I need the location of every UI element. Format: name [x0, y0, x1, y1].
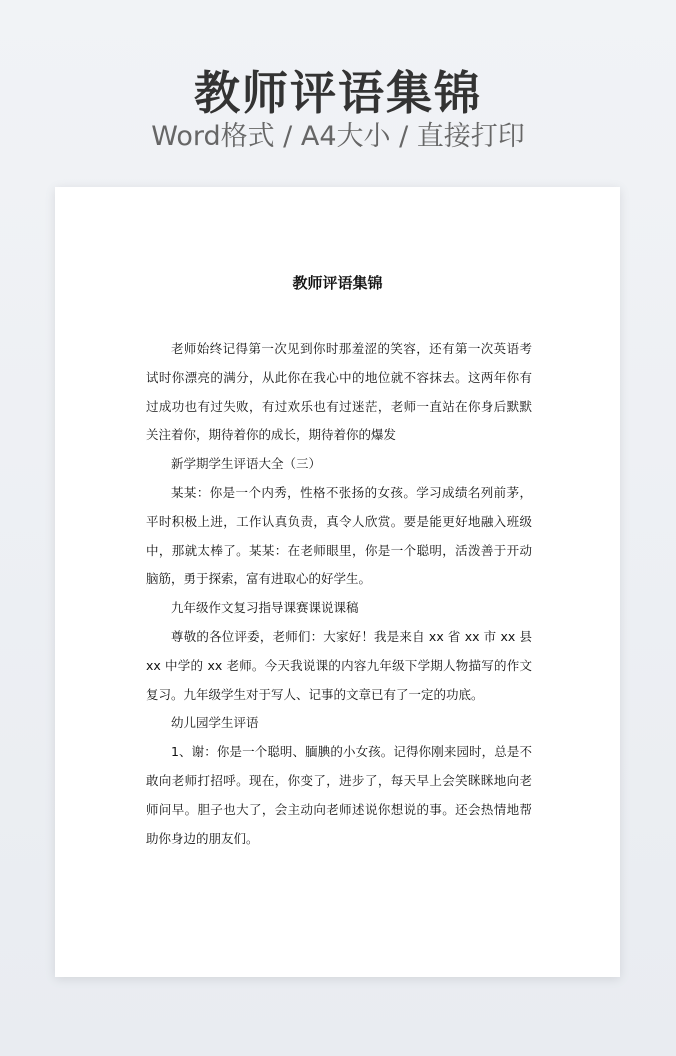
paragraph-kindergarten-comment: 1、谢：你是一个聪明、腼腆的小女孩。记得你刚来园时，总是不敢向老师打招呼。现在，你变了，进步了，每天早上会笑眯眯地向老师问早。胆子也大了，会主动向老师述说你想说的事。还会热情地帮助你身边的朋友们。 [146, 744, 532, 846]
paragraph-student-comment: 某某：你是一个内秀，性格不张扬的女孩。学习成绩名列前茅，平时积极上进，工作认真负责，真令人欣赏。要是能更好地融入班级中，那就太棒了。某某：在老师眼里，你是一个聪明，活泼善于开动脑筋，勇于探索，富有进取心的好学生。 [146, 484, 532, 587]
heading-new-semester-comments: 新学期学生评语大全（三） [171, 456, 322, 472]
paragraph-lesson-intro: 尊敬的各位评委，老师们：大家好！我是来自 xx 省 xx 市 xx 县 xx 中学的 xx 老师。今天我说课的内容九年级下学期人物描写的作文复习。九年级学生对于写人、记事的文章已有了一定的功底。 [146, 628, 532, 702]
paragraph-teacher-memory: 老师始终记得第一次见到你时那羞涩的笑容，还有第一次英语考试时你漂亮的满分，从此你在我心中的地位就不容抹去。这两年你有过成功也有过失败，有过欢乐也有过迷茫，老师一直站在你身后默默关注着你，期待着你的成长，期待着你的爆发 [146, 341, 532, 443]
heading-kindergarten-comments: 幼儿园学生评语 [171, 715, 259, 731]
document-title: 教师评语集锦 [292, 274, 383, 292]
document-page [55, 187, 620, 977]
banner-subtitle: Word格式 / A4大小 / 直接打印 [151, 121, 525, 152]
heading-composition-lesson: 九年级作文复习指导课赛课说课稿 [171, 600, 359, 616]
document-body [146, 335, 532, 853]
banner-title: 教师评语集锦 [194, 66, 482, 120]
